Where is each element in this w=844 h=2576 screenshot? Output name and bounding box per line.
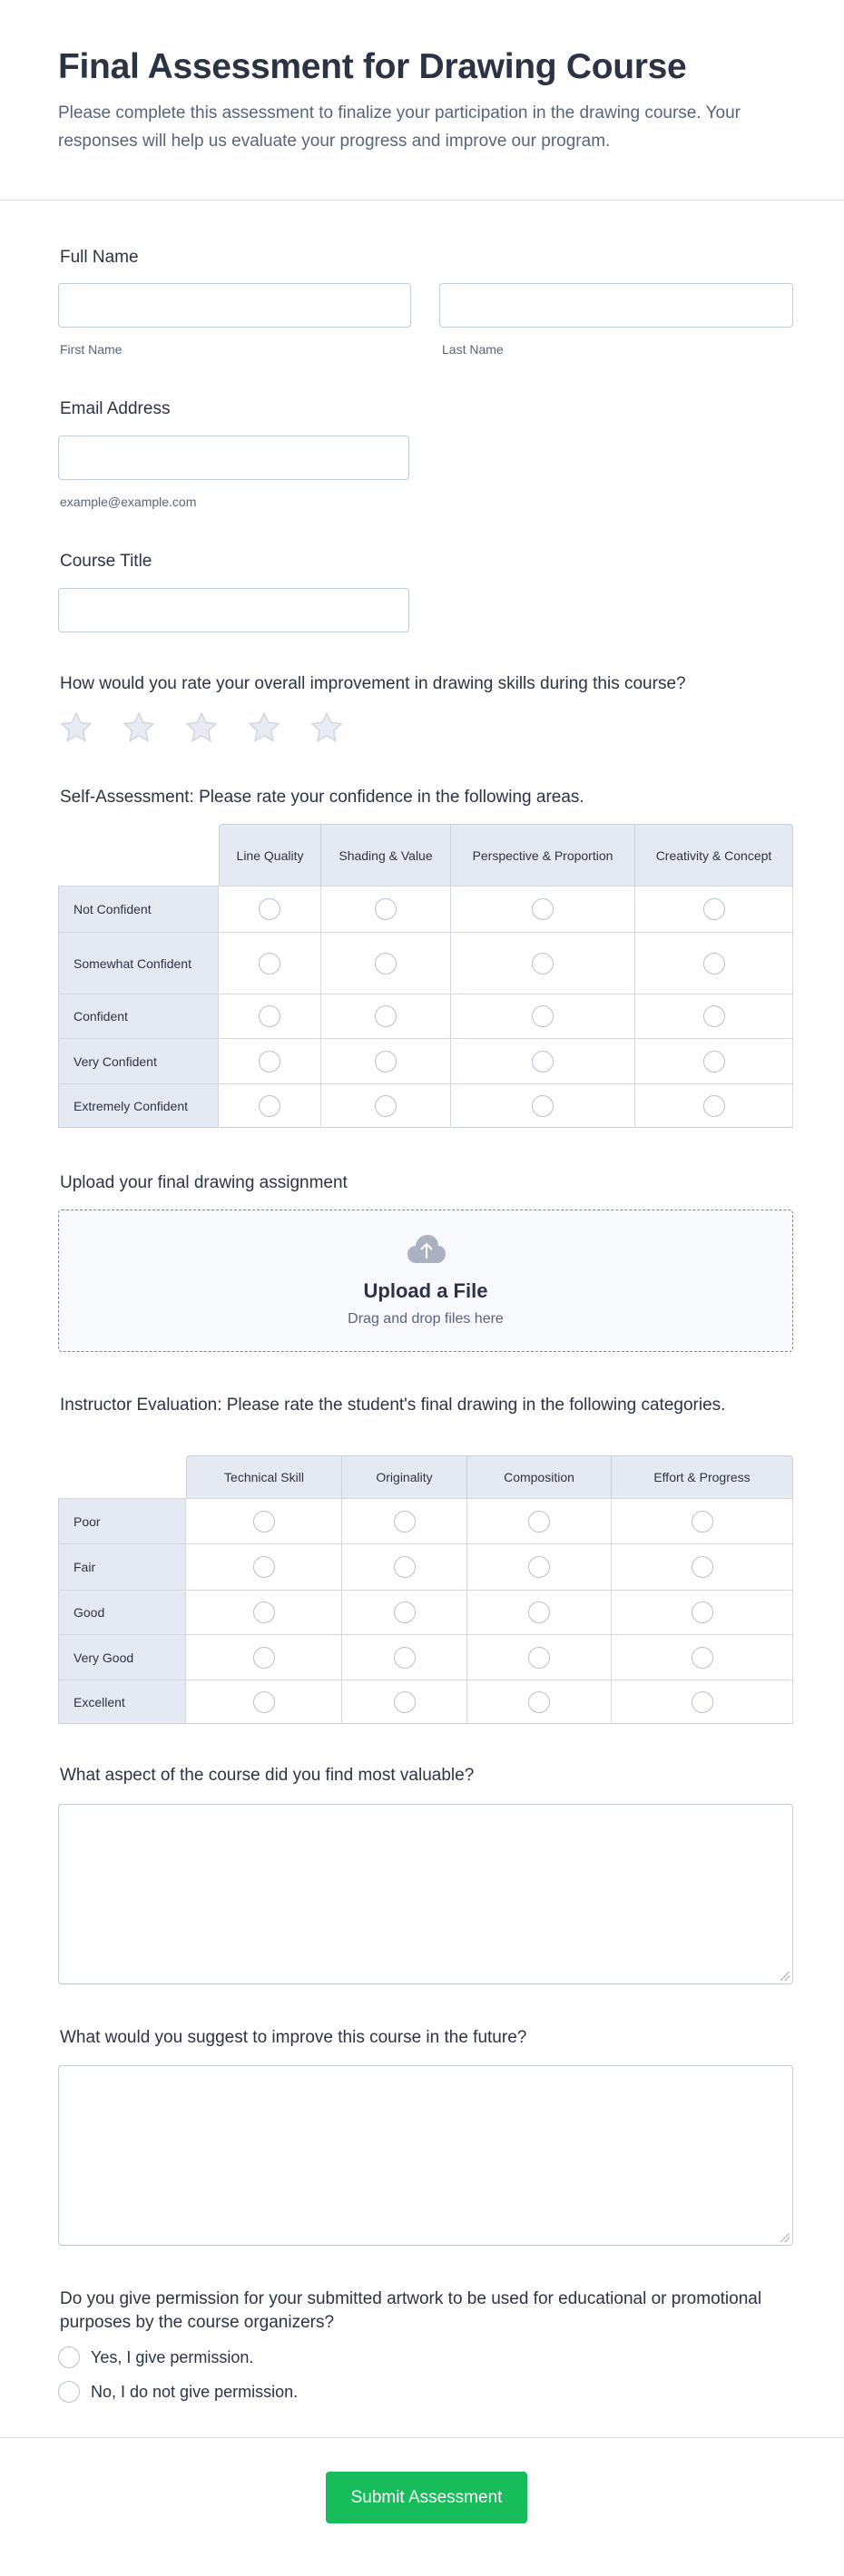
matrix-cell[interactable]	[342, 1634, 467, 1680]
matrix-cell[interactable]	[321, 994, 451, 1038]
matrix-cell[interactable]	[219, 994, 321, 1038]
radio-button[interactable]	[394, 1601, 416, 1623]
radio-button[interactable]	[692, 1601, 713, 1623]
matrix-cell[interactable]	[467, 1498, 612, 1543]
star-icon[interactable]	[309, 710, 345, 746]
matrix-cell[interactable]	[219, 1083, 321, 1128]
radio-button[interactable]	[394, 1691, 416, 1713]
email-input[interactable]	[58, 436, 409, 480]
matrix-cell[interactable]	[635, 1083, 793, 1128]
radio-button[interactable]	[532, 898, 554, 920]
matrix-cell[interactable]	[635, 994, 793, 1038]
radio-button[interactable]	[394, 1556, 416, 1578]
radio-button[interactable]	[692, 1691, 713, 1713]
matrix-row	[58, 994, 793, 1038]
matrix-row-label: Excellent	[58, 1680, 186, 1724]
matrix-row-label: Confident	[58, 994, 219, 1038]
radio-button[interactable]	[253, 1556, 275, 1578]
matrix-cell[interactable]	[612, 1590, 793, 1634]
matrix-column-header: Composition	[467, 1455, 612, 1498]
matrix-cell[interactable]	[467, 1680, 612, 1724]
self-assessment-question: Self-Assessment: Please rate your confidence in the following areas.	[60, 788, 584, 807]
matrix-cell[interactable]	[321, 932, 451, 994]
radio-button[interactable]	[692, 1556, 713, 1578]
most-valuable-textarea[interactable]	[58, 1804, 793, 1984]
radio-button[interactable]	[528, 1647, 550, 1669]
matrix-cell[interactable]	[612, 1543, 793, 1590]
radio-button[interactable]	[259, 1051, 280, 1073]
matrix-row-label: Very Good	[58, 1634, 186, 1680]
matrix-cell[interactable]	[635, 886, 793, 932]
matrix-cell[interactable]	[186, 1590, 342, 1634]
radio-button[interactable]	[692, 1511, 713, 1533]
radio-button[interactable]	[703, 1005, 725, 1027]
matrix-column-header: Shading & Value	[321, 824, 451, 886]
matrix-cell[interactable]	[635, 1038, 793, 1083]
radio-button[interactable]	[259, 1095, 280, 1117]
full-name-label: Full Name	[60, 248, 139, 267]
matrix-cell[interactable]	[186, 1543, 342, 1590]
star-icon[interactable]	[121, 710, 157, 746]
permission-option-yes[interactable]	[58, 2346, 253, 2368]
matrix-row	[58, 1038, 793, 1083]
matrix-corner	[58, 1455, 186, 1498]
matrix-column-header: Line Quality	[219, 824, 321, 886]
upload-hint: Drag and drop files here	[348, 1311, 504, 1327]
radio-button[interactable]	[375, 1005, 397, 1027]
matrix-cell[interactable]	[467, 1590, 612, 1634]
resize-handle-icon[interactable]	[780, 2233, 790, 2242]
radio-button[interactable]	[259, 1005, 280, 1027]
instructor-evaluation-question: Instructor Evaluation: Please rate the student's final drawing in the following categories.	[60, 1396, 726, 1415]
matrix-row	[58, 1590, 793, 1634]
matrix-cell[interactable]	[612, 1498, 793, 1543]
matrix-cell[interactable]	[451, 932, 635, 994]
radio-button[interactable]	[58, 2381, 80, 2403]
matrix-row-label: Not Confident	[58, 886, 219, 932]
matrix-row-label: Somewhat Confident	[58, 932, 219, 994]
matrix-cell[interactable]	[451, 886, 635, 932]
radio-button[interactable]	[532, 1095, 554, 1117]
permission-option-no[interactable]	[58, 2381, 298, 2403]
radio-button[interactable]	[528, 1601, 550, 1623]
option-label: Yes, I give permission.	[91, 2347, 254, 2366]
option-label: No, I do not give permission.	[91, 2382, 299, 2401]
radio-button[interactable]	[259, 953, 280, 975]
matrix-cell[interactable]	[342, 1498, 467, 1543]
radio-button[interactable]	[394, 1647, 416, 1669]
matrix-cell[interactable]	[342, 1543, 467, 1590]
radio-button[interactable]	[703, 898, 725, 920]
matrix-column-header: Creativity & Concept	[635, 824, 793, 886]
improvement-question: What would you suggest to improve this course in the future?	[60, 2028, 527, 2047]
radio-button[interactable]	[253, 1691, 275, 1713]
radio-button[interactable]	[253, 1647, 275, 1669]
footer-divider	[0, 2437, 844, 2438]
page-description: Please complete this assessment to finalize your participation in the drawing course. Your responses will help us evaluate your progress and improve our program.	[58, 103, 741, 151]
course-title-input[interactable]	[58, 588, 409, 632]
permission-question: Do you give permission for your submitted artwork to be used for educational or promotional purposes by the course organizers?	[60, 2289, 762, 2332]
radio-button[interactable]	[703, 1051, 725, 1073]
matrix-row-label: Good	[58, 1590, 186, 1634]
matrix-column-header: Originality	[342, 1455, 467, 1498]
matrix-cell[interactable]	[612, 1634, 793, 1680]
matrix-cell[interactable]	[186, 1498, 342, 1543]
last-name-input[interactable]	[439, 283, 793, 328]
radio-button[interactable]	[528, 1556, 550, 1578]
email-sublabel: example@example.com	[60, 495, 197, 509]
matrix-row-label: Very Confident	[58, 1038, 219, 1083]
matrix-cell[interactable]	[219, 1038, 321, 1083]
matrix-cell[interactable]	[186, 1634, 342, 1680]
radio-button[interactable]	[703, 1095, 725, 1117]
radio-button[interactable]	[528, 1691, 550, 1713]
matrix-row	[58, 1680, 793, 1724]
radio-button[interactable]	[375, 953, 397, 975]
radio-button[interactable]	[58, 2346, 80, 2368]
radio-button[interactable]	[703, 953, 725, 975]
matrix-cell[interactable]	[321, 886, 451, 932]
radio-button[interactable]	[532, 953, 554, 975]
matrix-row-label: Fair	[58, 1543, 186, 1590]
radio-button[interactable]	[692, 1647, 713, 1669]
star-icon[interactable]	[58, 710, 94, 746]
last-name-sublabel: Last Name	[442, 342, 504, 357]
matrix-cell[interactable]	[321, 1038, 451, 1083]
course-title-label: Course Title	[60, 552, 152, 571]
upload-label: Upload your final drawing assignment	[60, 1173, 348, 1192]
matrix-row	[58, 1498, 793, 1543]
matrix-corner	[58, 824, 219, 886]
matrix-row	[58, 1543, 793, 1590]
radio-button[interactable]	[375, 1095, 397, 1117]
star-icon[interactable]	[246, 710, 282, 746]
radio-button[interactable]	[528, 1511, 550, 1533]
self-assessment-matrix	[58, 824, 793, 1128]
matrix-cell[interactable]	[612, 1680, 793, 1724]
matrix-column-header: Technical Skill	[186, 1455, 342, 1498]
matrix-cell[interactable]	[219, 932, 321, 994]
matrix-cell[interactable]	[342, 1680, 467, 1724]
matrix-row	[58, 886, 793, 932]
first-name-input[interactable]	[58, 283, 411, 328]
matrix-cell[interactable]	[467, 1634, 612, 1680]
matrix-row	[58, 1634, 793, 1680]
most-valuable-question: What aspect of the course did you find most valuable?	[60, 1766, 475, 1785]
radio-button[interactable]	[375, 1051, 397, 1073]
upload-dropzone[interactable]	[58, 1210, 793, 1352]
matrix-row-label: Poor	[58, 1498, 186, 1543]
upload-title: Upload a File	[363, 1279, 488, 1302]
matrix-cell[interactable]	[321, 1083, 451, 1128]
matrix-row	[58, 1083, 793, 1128]
matrix-column-header: Effort & Progress	[612, 1455, 793, 1498]
instructor-evaluation-matrix	[58, 1455, 793, 1724]
page-title: Final Assessment for Drawing Course	[58, 47, 687, 86]
radio-button[interactable]	[259, 898, 280, 920]
first-name-sublabel: First Name	[60, 342, 123, 357]
matrix-row-label: Extremely Confident	[58, 1083, 219, 1128]
rating-question: How would you rate your overall improvement in drawing skills during this course?	[60, 674, 686, 693]
matrix-row	[58, 932, 793, 994]
radio-button[interactable]	[532, 1005, 554, 1027]
email-label: Email Address	[60, 399, 171, 418]
radio-button[interactable]	[394, 1511, 416, 1533]
radio-button[interactable]	[253, 1601, 275, 1623]
matrix-column-header: Perspective & Proportion	[451, 824, 635, 886]
radio-button[interactable]	[375, 898, 397, 920]
star-icon[interactable]	[183, 710, 220, 746]
radio-button[interactable]	[532, 1051, 554, 1073]
matrix-cell[interactable]	[219, 886, 321, 932]
matrix-cell[interactable]	[451, 1038, 635, 1083]
submit-button[interactable]: Submit Assessment	[326, 2472, 527, 2523]
matrix-cell[interactable]	[186, 1680, 342, 1724]
header-divider	[0, 200, 844, 201]
matrix-cell[interactable]	[635, 932, 793, 994]
matrix-cell[interactable]	[342, 1590, 467, 1634]
radio-button[interactable]	[253, 1511, 275, 1533]
matrix-cell[interactable]	[451, 994, 635, 1038]
cloud-upload-icon	[407, 1234, 447, 1265]
improvement-textarea[interactable]	[58, 2065, 793, 2246]
matrix-cell[interactable]	[451, 1083, 635, 1128]
matrix-cell[interactable]	[467, 1543, 612, 1590]
resize-handle-icon[interactable]	[780, 1972, 790, 1981]
